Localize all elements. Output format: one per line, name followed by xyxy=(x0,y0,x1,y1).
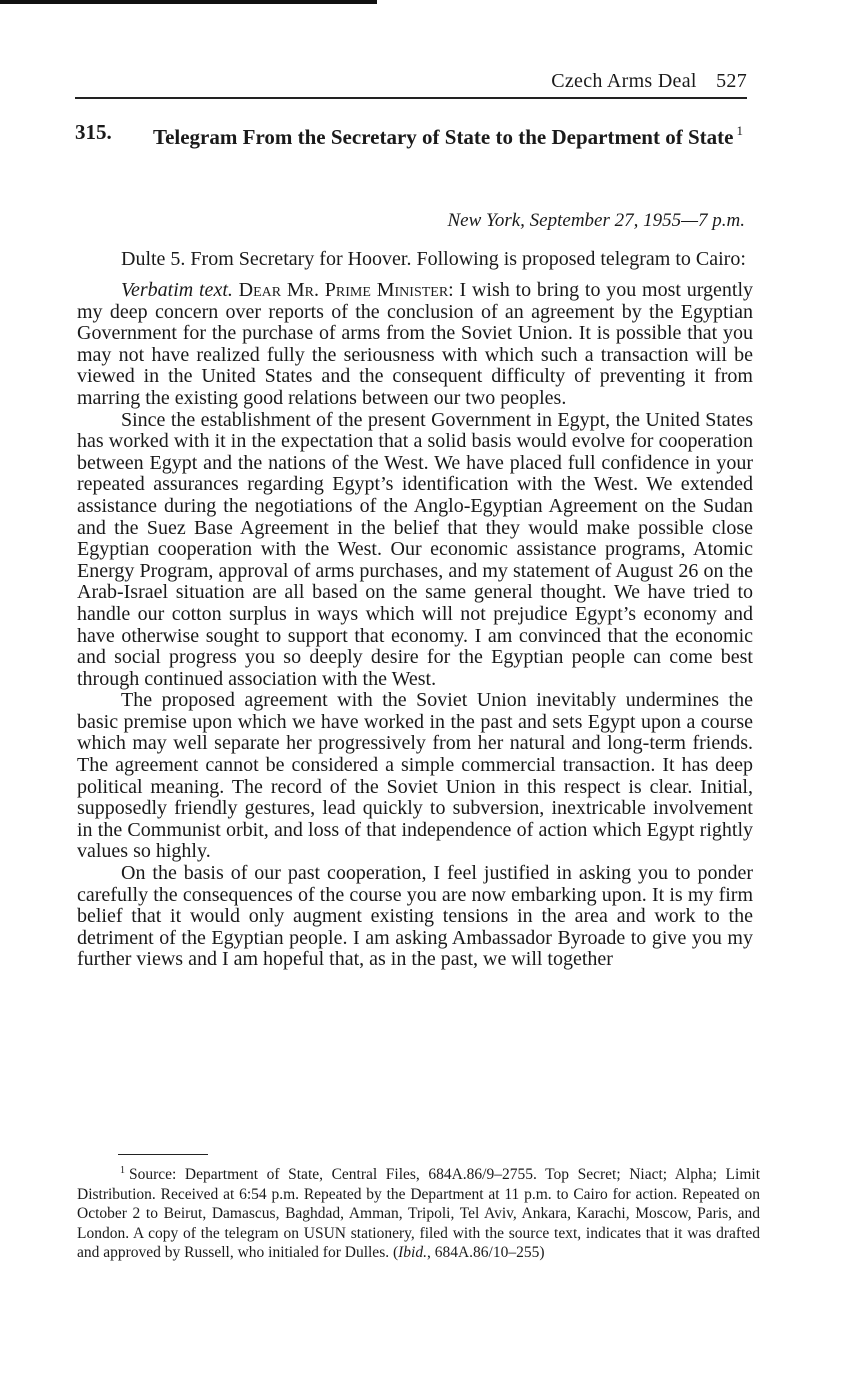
header-rule xyxy=(75,97,747,99)
footnote-text-end: , 684A.86/10–255) xyxy=(426,1244,545,1261)
running-head-title: Czech Arms Deal xyxy=(551,70,697,92)
page-number: 527 xyxy=(716,70,747,92)
dateline: New York, September 27, 1955—7 p.m. xyxy=(447,210,745,231)
footnote-marker: 1 xyxy=(120,1165,125,1176)
document-body xyxy=(77,246,753,971)
footnote-rule xyxy=(118,1154,208,1155)
paragraph-4: On the basis of our past cooperation, I feel justified in asking you to ponder carefully the consequences of the course you are now embarking upon. It is my firm belief that it would only augment existing tensions in the area and work to the detriment of the Egyptian people. I am asking Ambassador Byroade to give you my further views and I am hopeful that, as in the past, we will together xyxy=(77,862,753,971)
document-title-text: Telegram From the Secretary of State to the Department of State xyxy=(153,125,734,149)
document-number: 315. xyxy=(75,120,112,144)
footnote-ibid: Ibid. xyxy=(398,1244,427,1261)
footnote xyxy=(77,1161,760,1263)
running-head xyxy=(75,70,747,93)
salutation: Dear Mr. Prime Minister: xyxy=(238,279,454,301)
document-title xyxy=(153,116,753,152)
paragraph-1-text: I wish to bring to you most urgently my deep concern over reports of the conclusion of an agreement by the Egyptian Government for the purchase of arms from the Soviet Union. It is possible that you may not have realized fully the seriousness with which such a transaction will be viewed in the United States and the consequent difficulty of preventing it from marring the existing good relations between our two peoples. xyxy=(77,279,754,409)
intro-paragraph: Dulte 5. From Secretary for Hoover. Following is proposed telegram to Cairo: xyxy=(121,248,746,270)
paragraph-2: Since the establishment of the present Government in Egypt, the United States has worked with it in the expectation that a solid basis would evolve for cooperation between Egypt and the nations of the West. We have placed full confidence in your repeated assurances regarding Egypt’s identification with the West. We extended assistance during the negotiations of the Anglo-Egyptian Agreement on the Sudan and the Suez Base Agreement in the belief that they would make possible close Egyptian cooperation with the West. Our economic assistance programs, Atomic Energy Program, approval of arms purchases, and my statement of August 26 on the Arab-Israel situation are all based on the same general thought. We have tried to handle our cotton surplus in ways which will not prejudice Egypt’s economy and have otherwise sought to support that economy. I am convinced that the economic and social progress you so deeply desire for the Egyptian people can come best through continued association with the West. xyxy=(77,408,753,690)
top-edge-rule xyxy=(0,0,377,4)
paragraph-3: The proposed agreement with the Soviet Union inevitably undermines the basic premise upon which we have worked in the past and sets Egypt upon a course which may well separate her progressively from her natural and long-term friends. The agreement cannot be considered a simple commercial transaction. It has deep political meaning. The record of the Soviet Union in this respect is clear. Initial, supposedly friendly gestures, lead quickly to subversion, inextricable involvement in the Communist orbit, and loss of that independence of action which Egypt rightly values so highly. xyxy=(77,689,753,863)
verbatim-label: Verbatim text. xyxy=(121,279,233,301)
footnote-reference[interactable]: 1 xyxy=(736,123,743,138)
footnote-text: Source: Department of State, Central Files, 684A.86/9–2755. Top Secret; Niact; Alpha; Limit Distribution. Received at 6:54 p.m. Repeated by the Department at 11 p.m. to Cairo for action. Repeated on October 2 to Beirut, Damascus, Baghdad, Amman, Tripoli, Tel Aviv, Ankara, Karachi, Moscow, Paris, and London. A copy of the telegram on USUN stationery, filed with the source text, indicates that it was drafted and approved by Russell, who initialed for Dulles. ( xyxy=(77,1166,760,1261)
paragraph-1 xyxy=(77,280,753,410)
